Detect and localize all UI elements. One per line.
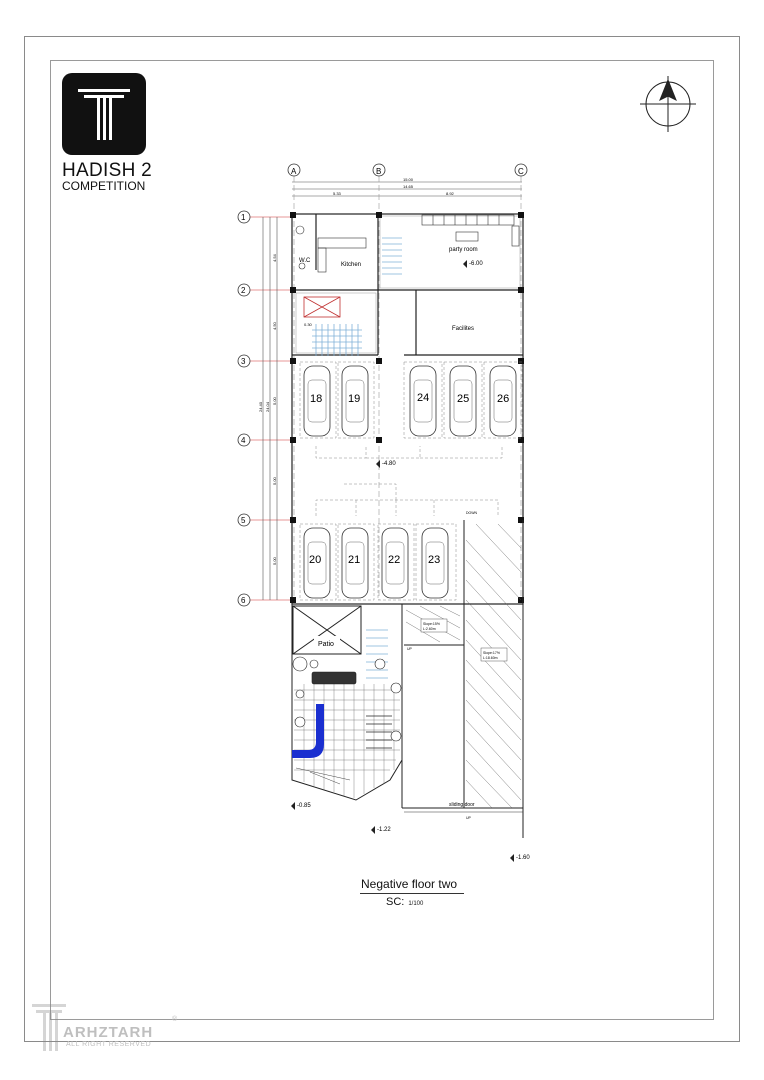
- level-party: -6.00: [469, 261, 483, 267]
- ramp1-slope: Slope:15%: [423, 622, 440, 626]
- level-entry: -1.22: [377, 827, 391, 833]
- north-arrow-icon: [640, 76, 696, 132]
- parking-spot: 18: [310, 393, 323, 405]
- parking-spot: 24: [417, 392, 430, 404]
- grid-row-5: 5: [241, 516, 246, 525]
- dim-r2: 4.50: [272, 322, 277, 330]
- room-facilities: Facilites: [452, 326, 475, 332]
- label-sliding-door: sliding door: [449, 802, 475, 808]
- room-patio: Patio: [318, 641, 334, 648]
- level-parking: -4.80: [382, 461, 396, 467]
- title-underline: [360, 893, 464, 894]
- watermark-mark: ®: [172, 1016, 178, 1023]
- dim-r1: 4.54: [272, 254, 277, 262]
- brand-title: HADISH 2: [62, 160, 153, 181]
- watermark-name: ARHZTARH: [63, 1024, 154, 1041]
- scale-label: SC:: [386, 896, 405, 908]
- grid-row-2: 2: [241, 286, 246, 295]
- scale-value: 1/100: [408, 901, 424, 907]
- ramp2-slope: Slope:17%: [483, 651, 500, 655]
- label-down: DOWN: [466, 511, 478, 515]
- dim-r3: 5.00: [272, 397, 277, 405]
- ramp2-length: L:18.60m: [483, 656, 498, 660]
- room-wc: W.C: [299, 258, 311, 264]
- parking-spot: 25: [457, 393, 470, 405]
- label-up: UP: [407, 647, 412, 651]
- level-patio: -0.85: [297, 803, 311, 809]
- ramp1-length: L:2.60m: [423, 627, 436, 631]
- stair-dim: 0.30: [304, 322, 312, 327]
- parking-spot: 20: [309, 554, 322, 566]
- drawing-title: Negative floor two: [361, 877, 458, 891]
- drawing-scale: [386, 896, 423, 908]
- grid-col-b: B: [376, 167, 382, 176]
- grid-col-c: C: [518, 167, 524, 176]
- dim-total-side: 24.40: [258, 401, 263, 412]
- grid-row-1: 1: [241, 213, 246, 222]
- parking-spot: 22: [388, 554, 401, 566]
- dim-bc: 8.92: [446, 191, 454, 196]
- room-party: party room: [449, 247, 478, 253]
- dim-ab: 5.33: [333, 191, 341, 196]
- grid-row-3: 3: [241, 357, 246, 366]
- grid-row-4: 4: [241, 436, 246, 445]
- elevator-icon: [304, 297, 340, 317]
- label-up: UP: [466, 816, 471, 820]
- parking-spot: 23: [428, 554, 441, 566]
- parking-spot: 19: [348, 393, 361, 405]
- grid-col-a: A: [291, 167, 297, 176]
- dim-total: 15.00: [403, 177, 414, 182]
- dim-inner-side: 24.04: [265, 401, 270, 412]
- brand-subtitle: COMPETITION: [62, 179, 146, 193]
- watermark-sub: ALL RIGHT RESERVED: [66, 1041, 152, 1048]
- parking-spot: 26: [497, 393, 510, 405]
- room-kitchen: Kitchen: [341, 262, 362, 268]
- dim-inner: 14.65: [403, 184, 414, 189]
- grid-row-6: 6: [241, 596, 246, 605]
- dim-r5: 5.00: [272, 557, 277, 565]
- parking-spot: 21: [348, 554, 361, 566]
- dim-r4: 5.00: [272, 477, 277, 485]
- level-street: -1.60: [516, 855, 530, 861]
